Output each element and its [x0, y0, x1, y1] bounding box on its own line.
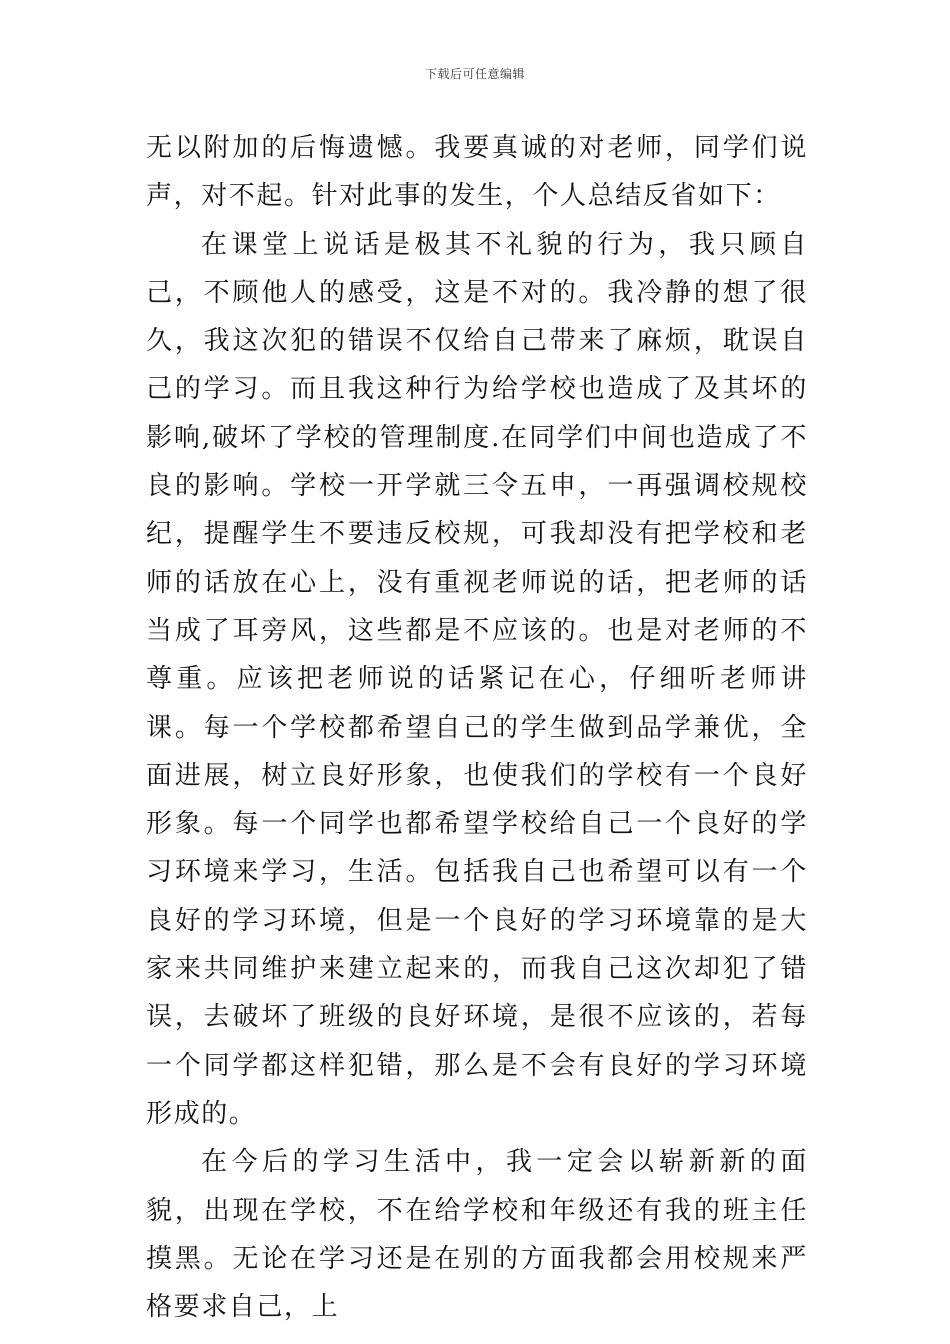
paragraph-continued: 无以附加的后悔遗憾。我要真诚的对老师，同学们说声，对不起。针对此事的发生，个人总结反省如下：: [146, 133, 808, 212]
paragraph-commitment: 在今后的学习生活中，我一定会以崭新新的面貌，出现在学校，不在给学校和年级还有我的班主任摸黑。无论在学习还是在别的方面我都会用校规来严格要求自己，上: [146, 1147, 808, 1323]
paragraph-reflection: 在课堂上说话是极其不礼貌的行为，我只顾自己，不顾他人的感受，这是不对的。我冷静的想了很久，我这次犯的错误不仅给自己带来了麻烦，耽误自己的学习。而且我这种行为给学校也造成了及其坏的影响,破坏了学校的管理制度.在同学们中间也造成了不良的影响。学校一开学就三令五申，一再强调校规校纪，提醒学生不要违反校规，可我却没有把学校和老师的话放在心上，没有重视老师说的话，把老师的话当成了耳旁风，这些都是不应该的。也是对老师的不尊重。应该把老师说的话紧记在心，仔细听老师讲课。每一个学校都希望自己的学生做到品学兼优，全面进展，树立良好形象，也使我们的学校有一个良好形象。每一个同学也都希望学校给自己一个良好的学习环境来学习，生活。包括我自己也希望可以有一个良好的学习环境，但是一个良好的学习环境靠的是大家来共同维护来建立起来的，而我自己这次却犯了错误，去破坏了班级的良好环境，是很不应该的，若每一个同学都这样犯错，那么是不会有良好的学习环境形成的。: [146, 229, 808, 1129]
page-header: 下载后可任意编辑: [424, 67, 525, 81]
document-body: [146, 124, 808, 1331]
